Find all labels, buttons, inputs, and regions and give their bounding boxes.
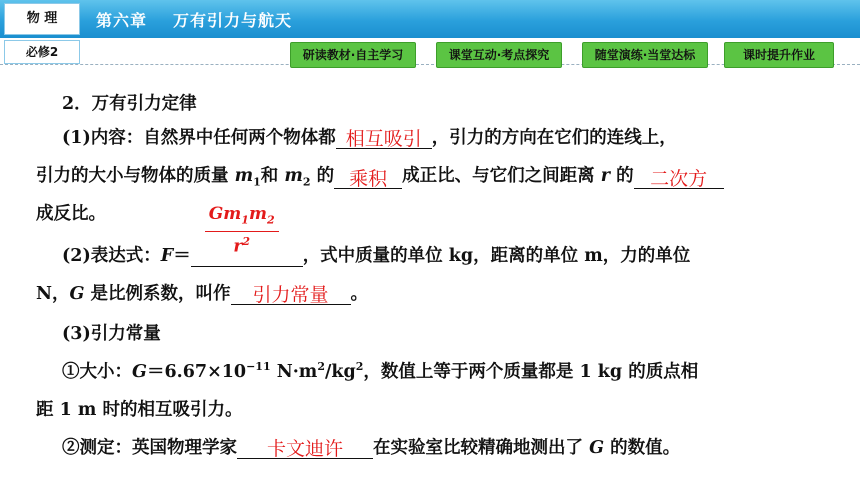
book-label: 必修2: [4, 40, 80, 64]
section-heading: 2．万有引力定律: [62, 94, 197, 114]
chapter-name: 万有引力与航天: [173, 11, 293, 30]
answer-cavendish: 卡文迪许: [266, 438, 343, 460]
answer-gravitational-constant: 引力常量: [252, 284, 329, 306]
header-bar: [0, 0, 860, 38]
answer-blank-5: [237, 434, 373, 459]
answer-blank-4: [231, 280, 351, 305]
answer-blank-1: [336, 124, 432, 149]
content-line-3: 成反比。: [36, 204, 106, 224]
content-line-7: ①大小：$G=6.67\times 10^{-11}$ $N\cdot m^2/kg^2$，数值上等于两个质量都是 1 kg 的质点相: [62, 360, 699, 382]
answer-mutual-attraction: 相互吸引: [345, 128, 422, 150]
tab-self-study[interactable]: 研读教材·自主学习: [290, 42, 416, 68]
tab-practice[interactable]: 随堂演练·当堂达标: [582, 42, 708, 68]
tab-homework[interactable]: 课时提升作业: [724, 42, 834, 68]
chapter-title: [96, 8, 292, 31]
answer-blank-2: [334, 164, 402, 189]
content-line-5: N，G 是比例系数，叫作 引力常量 。: [36, 280, 368, 305]
content-line-6: (3)引力常量: [62, 324, 161, 344]
chapter-number: 第六章: [96, 11, 148, 30]
content-line-9: ②测定：英国物理学家 卡文迪许 在实验室比较精确地测出了 G 的数值。: [62, 434, 680, 459]
formula-fraction: [205, 204, 279, 257]
subject-label: 物 理: [4, 3, 80, 35]
answer-blank-formula: [191, 204, 303, 267]
formula-denominator: $r^2$: [233, 235, 250, 258]
content-line-1: (1)内容：自然界中任何两个物体都 相互吸引 ，引力的方向在它们的连线上，: [62, 124, 677, 149]
answer-product: 乘积: [349, 167, 388, 190]
tab-class-interaction[interactable]: 课堂互动·考点探究: [436, 42, 562, 68]
content-line-8: 距 1 m 时的相互吸引力。: [36, 400, 243, 420]
content-line-expression: (2)表达式：F＝ $\frac{Gm_1m_2}{r^2}$ ，式中质量的单位 kg，距离的单位 m，力的单位: [62, 204, 691, 266]
answer-blank-3: [634, 164, 724, 189]
content-line-2: 引力的大小与物体的质量 $m_1$和 $m_2$ 的 乘积 成正比、与它们之间距离 r 的 二次方: [36, 162, 724, 189]
formula-numerator: $Gm_1m_2$: [205, 204, 279, 232]
answer-square: 二次方: [650, 167, 708, 190]
